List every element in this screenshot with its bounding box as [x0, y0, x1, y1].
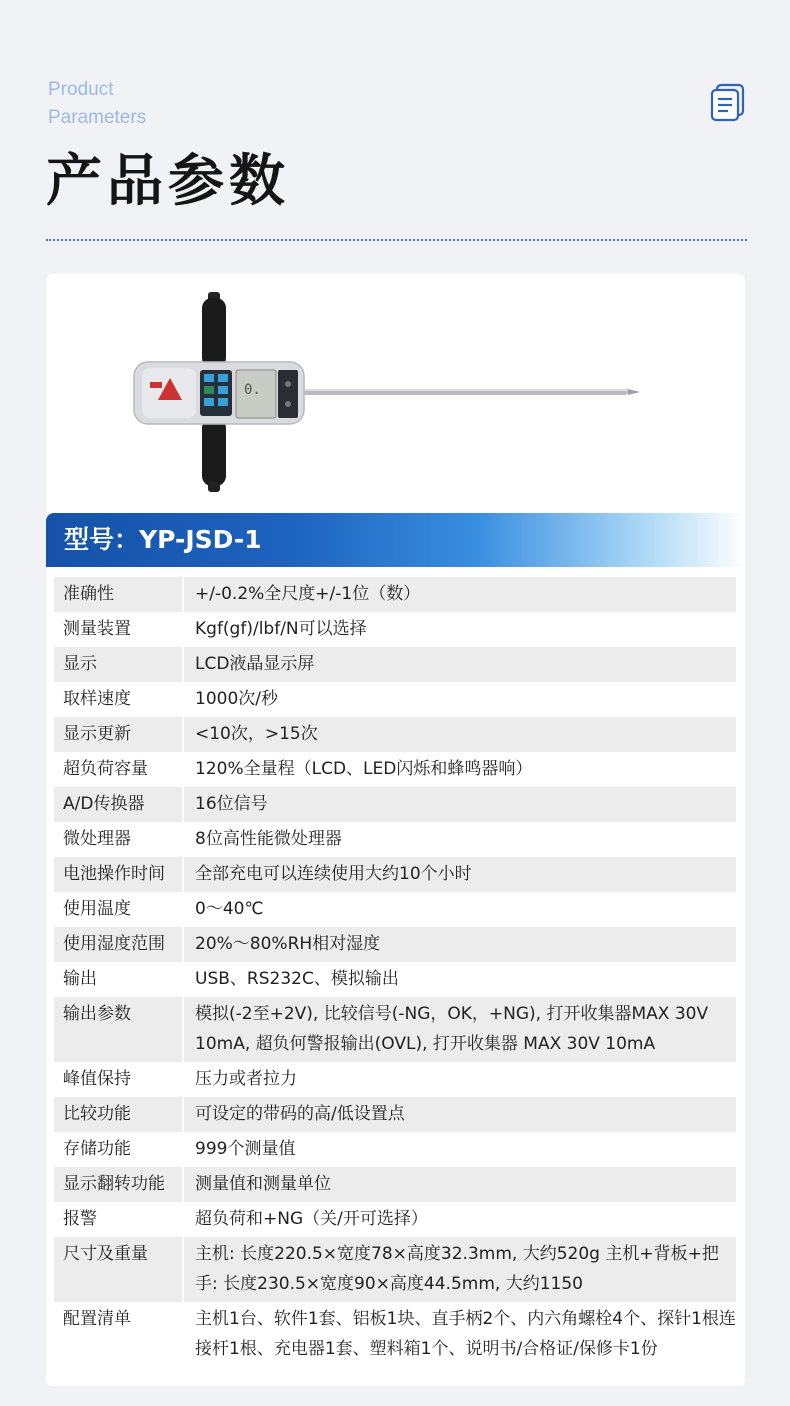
spec-key: 准确性 [54, 577, 182, 612]
spec-value: 全部充电可以连续使用大约10个小时 [184, 857, 736, 892]
english-title-line2: Parameters [48, 107, 147, 128]
spec-value: 20%～80%RH相对湿度 [184, 927, 736, 962]
spec-row [54, 822, 736, 857]
spec-row [54, 752, 736, 787]
spec-row [54, 1202, 736, 1237]
spec-key: 使用湿度范围 [54, 927, 182, 962]
spec-row [54, 892, 736, 927]
spec-value: 主机: 长度220.5×宽度78×高度32.3mm, 大约520g 主机+背板+把手: 长度230.5×宽度90×高度44.5mm, 大约1150 [184, 1237, 736, 1302]
spec-row [54, 962, 736, 997]
model-label: 型号：YP-JSD-1 [64, 525, 262, 554]
spec-value: 超负荷和+NG（关/开可选择） [195, 1209, 428, 1229]
spec-value: 0～40℃ [195, 899, 264, 919]
spec-key: 微处理器 [63, 829, 131, 849]
spec-value: +/-0.2%全尺度+/-1位（数） [184, 577, 736, 612]
force-gauge-product-image [130, 288, 650, 498]
spec-key: 显示 [54, 647, 182, 682]
spec-row [54, 787, 736, 822]
english-title [48, 76, 146, 132]
spec-row [54, 682, 736, 717]
spec-row [54, 1237, 736, 1302]
spec-key: 取样速度 [63, 689, 131, 709]
spec-value: 模拟(-2至+2V), 比较信号(-NG，OK，+NG), 打开收集器MAX 30V 10mA, 超负何警报输出(OVL), 打开收集器 MAX 30V 10mA [184, 997, 736, 1062]
spec-value: <10次，>15次 [184, 717, 736, 752]
spec-value: 可设定的带码的高/低设置点 [184, 1097, 736, 1132]
spec-value: 1000次/秒 [195, 689, 278, 709]
spec-row [54, 857, 736, 892]
spec-row [54, 1302, 736, 1367]
spec-key: 显示更新 [54, 717, 182, 752]
spec-row [54, 717, 736, 752]
spec-row [54, 1062, 736, 1097]
spec-value: 测量值和测量单位 [184, 1167, 736, 1202]
spec-row [54, 577, 736, 612]
spec-table [54, 577, 736, 1367]
spec-key: 存储功能 [63, 1139, 131, 1159]
spec-key: 电池操作时间 [54, 857, 182, 892]
dotted-divider [46, 239, 747, 241]
spec-key: 报警 [63, 1209, 97, 1229]
spec-value: 120%全量程（LCD、LED闪烁和蜂鸣器响） [195, 759, 533, 779]
svg-text:0.: 0. [244, 382, 261, 398]
spec-value: 8位高性能微处理器 [195, 829, 342, 849]
spec-key: 测量装置 [63, 619, 131, 639]
spec-key: 输出 [63, 969, 97, 989]
spec-value: USB、RS232C、模拟输出 [195, 969, 399, 989]
spec-value: LCD液晶显示屏 [184, 647, 736, 682]
spec-row [54, 927, 736, 962]
spec-key: 超负荷容量 [63, 759, 148, 779]
spec-key: 使用温度 [63, 899, 131, 919]
spec-row [54, 612, 736, 647]
spec-value: 主机1台、软件1套、铝板1块、直手柄2个、内六角螺栓4个、探针1根连接杆1根、充电器1套、塑料箱1个、说明书/合格证/保修卡1份 [195, 1309, 736, 1359]
spec-key: 输出参数 [54, 997, 182, 1062]
page-title: 产品参数 [46, 148, 290, 214]
spec-key: A/D传换器 [54, 787, 182, 822]
spec-key: 显示翻转功能 [54, 1167, 182, 1202]
spec-key: 峰值保持 [63, 1069, 131, 1089]
spec-value: 999个测量值 [195, 1139, 296, 1159]
spec-value: Kgf(gf)/lbf/N可以选择 [195, 619, 367, 639]
spec-key: 配置清单 [63, 1309, 131, 1329]
spec-value: 16位信号 [184, 787, 736, 822]
document-list-icon [708, 82, 748, 122]
spec-key: 尺寸及重量 [54, 1237, 182, 1302]
spec-row [54, 1132, 736, 1167]
english-title-line1: Product [48, 79, 114, 100]
spec-row [54, 647, 736, 682]
spec-row [54, 1167, 736, 1202]
spec-row [54, 997, 736, 1062]
spec-key: 比较功能 [54, 1097, 182, 1132]
spec-row [54, 1097, 736, 1132]
spec-value: 压力或者拉力 [195, 1069, 297, 1089]
